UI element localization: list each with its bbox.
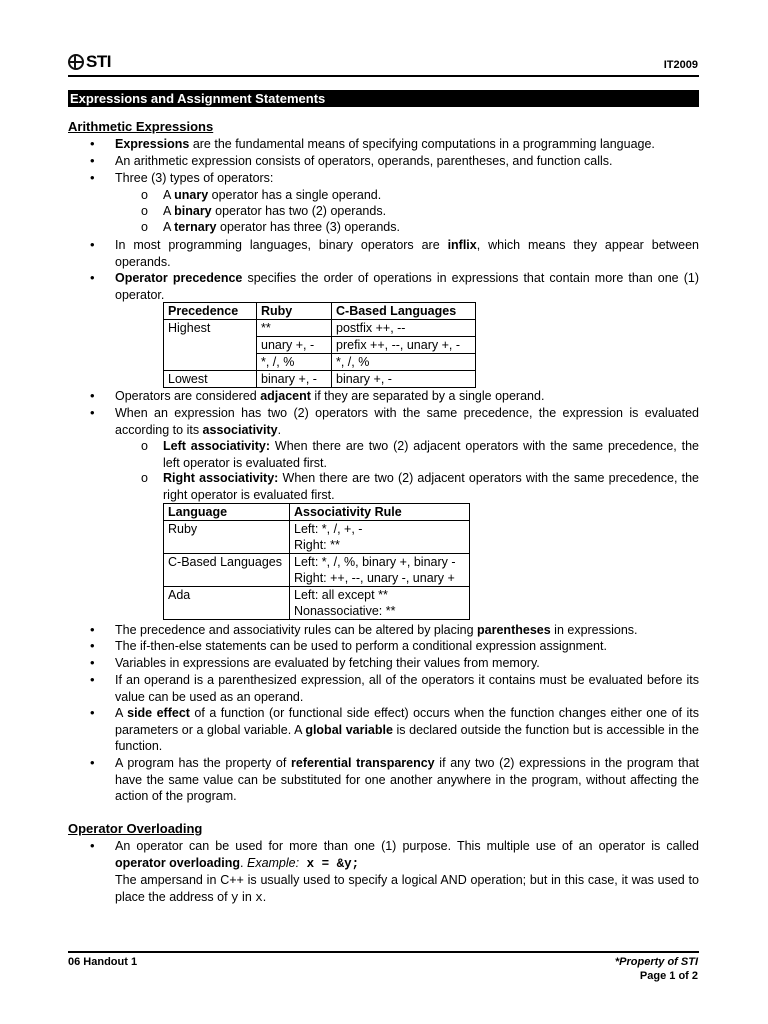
page-number: Page 1 of 2 <box>639 970 698 982</box>
text: An arithmetic expression consists of operators, operands, parentheses, and function calls. <box>115 154 613 168</box>
table-cell: C-Based Languages <box>164 554 290 587</box>
logo-text: STI <box>86 52 111 71</box>
associativity-table <box>163 503 470 620</box>
list-item <box>68 153 699 170</box>
table-row <box>164 587 470 620</box>
table-row <box>164 337 476 354</box>
list-item: • Operators are considered adjacent if they are separated by a single operand. <box>90 388 545 403</box>
globe-icon <box>68 54 84 70</box>
bullet-icon: • <box>90 237 95 252</box>
table-cell: binary +, - <box>332 371 476 388</box>
list-item <box>68 136 699 153</box>
list-item: • In most programming languages, binary operators are inflix, which means they appear between operands. <box>90 237 700 269</box>
list-item: • When an expression has two (2) operators with the same precedence, the expression is evaluated according to its associativity. <box>90 405 699 437</box>
text: Three (3) types of operators: <box>115 171 274 185</box>
circle-bullet-icon: o <box>141 188 148 202</box>
list-item: • Variables in expressions are evaluated by fetching their values from memory. <box>90 655 540 670</box>
table-cell: Left: *, /, +, - Right: ** <box>290 521 470 554</box>
table-cell <box>164 337 257 354</box>
table-header: Precedence <box>164 303 257 320</box>
page-title: Expressions and Assignment Statements <box>68 90 699 107</box>
table-row <box>164 521 470 554</box>
list-item <box>68 170 699 187</box>
table-cell: ** <box>257 320 332 337</box>
circle-bullet-icon: o <box>141 471 148 485</box>
table-cell: Highest <box>164 320 257 337</box>
table-row <box>164 371 476 388</box>
circle-bullet-icon: o <box>141 204 148 218</box>
table-cell: *, /, % <box>257 354 332 371</box>
property-label: *Property of STI <box>614 956 698 968</box>
bullet-icon: • <box>90 405 95 420</box>
bullet-icon: • <box>90 170 95 185</box>
text: are the fundamental means of specifying computations in a programming language. <box>189 137 655 151</box>
table-cell: *, /, % <box>332 354 476 371</box>
table-cell: Lowest <box>164 371 257 388</box>
bullet-icon: • <box>90 655 95 670</box>
table-row <box>164 354 476 371</box>
sub-list-item: o Left associativity: When there are two (2) adjacent operators with the same precedence, the left operator is evaluated first. <box>141 439 700 470</box>
table-row <box>164 320 476 337</box>
circle-bullet-icon: o <box>141 439 148 453</box>
list-item: • If an operand is a parenthesized expression, all of the operators it contains must be evaluated before its value can be used as an operand. <box>90 672 699 704</box>
table-header: Ruby <box>257 303 332 320</box>
circle-bullet-icon: o <box>141 220 148 234</box>
sub-list-item: o Right associativity: When there are two (2) adjacent operators with the same precedence, the right operator is evaluated first. <box>141 471 699 502</box>
table-cell: Ruby <box>164 521 290 554</box>
list-item: • An operator can be used for more than one (1) purpose. This multiple use of an operator is called operator overloading. Example: x = &y; The ampersand in C++ is usually used to specify a logical AND operation; but in this case, it was used to place the address of y in x. <box>90 838 699 906</box>
list-item: • A program has the property of referential transparency if any two (2) expressions in the program that have the same value can be substituted for one another anywhere in the program, without affecting the action of the program. <box>90 755 699 804</box>
bullet-icon: • <box>90 388 95 403</box>
footer-divider <box>68 951 699 953</box>
table-cell <box>164 354 257 371</box>
table-cell: Left: all except ** Nonassociative: ** <box>290 587 470 620</box>
section-heading-overloading: Operator Overloading <box>68 821 203 836</box>
sub-list-item: o A unary operator has a single operand. <box>141 188 382 202</box>
bullet-icon: • <box>90 153 95 168</box>
list-item: • The if-then-else statements can be used to perform a conditional expression assignment. <box>90 638 607 653</box>
table-header: Language <box>164 504 290 521</box>
table-cell: unary +, - <box>257 337 332 354</box>
bullet-icon: • <box>90 672 95 687</box>
table-header-row <box>164 303 476 320</box>
table-cell: prefix ++, --, unary +, - <box>332 337 476 354</box>
term: Expressions <box>115 137 190 151</box>
table-cell: postfix ++, -- <box>332 320 476 337</box>
bullet-icon: • <box>90 136 95 151</box>
table-cell: Left: *, /, %, binary +, binary - Right: ++, --, unary -, unary + <box>290 554 470 587</box>
sti-logo <box>68 52 111 72</box>
table-header: Associativity Rule <box>290 504 470 521</box>
bullet-icon: • <box>90 622 95 637</box>
bullet-icon: • <box>90 270 95 285</box>
course-code: IT2009 <box>663 59 698 71</box>
header-divider <box>68 75 699 77</box>
table-header: C-Based Languages <box>332 303 476 320</box>
section-heading-arithmetic: Arithmetic Expressions <box>68 119 214 134</box>
bullet-icon: • <box>90 705 95 720</box>
bullet-icon: • <box>90 755 95 770</box>
table-header-row <box>164 504 470 521</box>
list-item: • Operator precedence specifies the order of operations in expressions that contain more than one (1) operator. <box>90 270 699 302</box>
table-cell: Ada <box>164 587 290 620</box>
list-item: • The precedence and associativity rules can be altered by placing parentheses in expressions. <box>90 622 638 637</box>
bullet-icon: • <box>90 838 95 853</box>
table-row <box>164 554 470 587</box>
table-cell: binary +, - <box>257 371 332 388</box>
sub-list-item: o A binary operator has two (2) operands. <box>141 204 387 218</box>
sub-list-item: o A ternary operator has three (3) operands. <box>141 220 400 234</box>
list-item: • A side effect of a function (or functional side effect) occurs when the function changes either one of its parameters or a global variable. A global variable is declared outside the function but is accessible in the function. <box>90 705 700 754</box>
handout-label: 06 Handout 1 <box>68 956 138 968</box>
bullet-icon: • <box>90 638 95 653</box>
precedence-table <box>163 302 476 388</box>
